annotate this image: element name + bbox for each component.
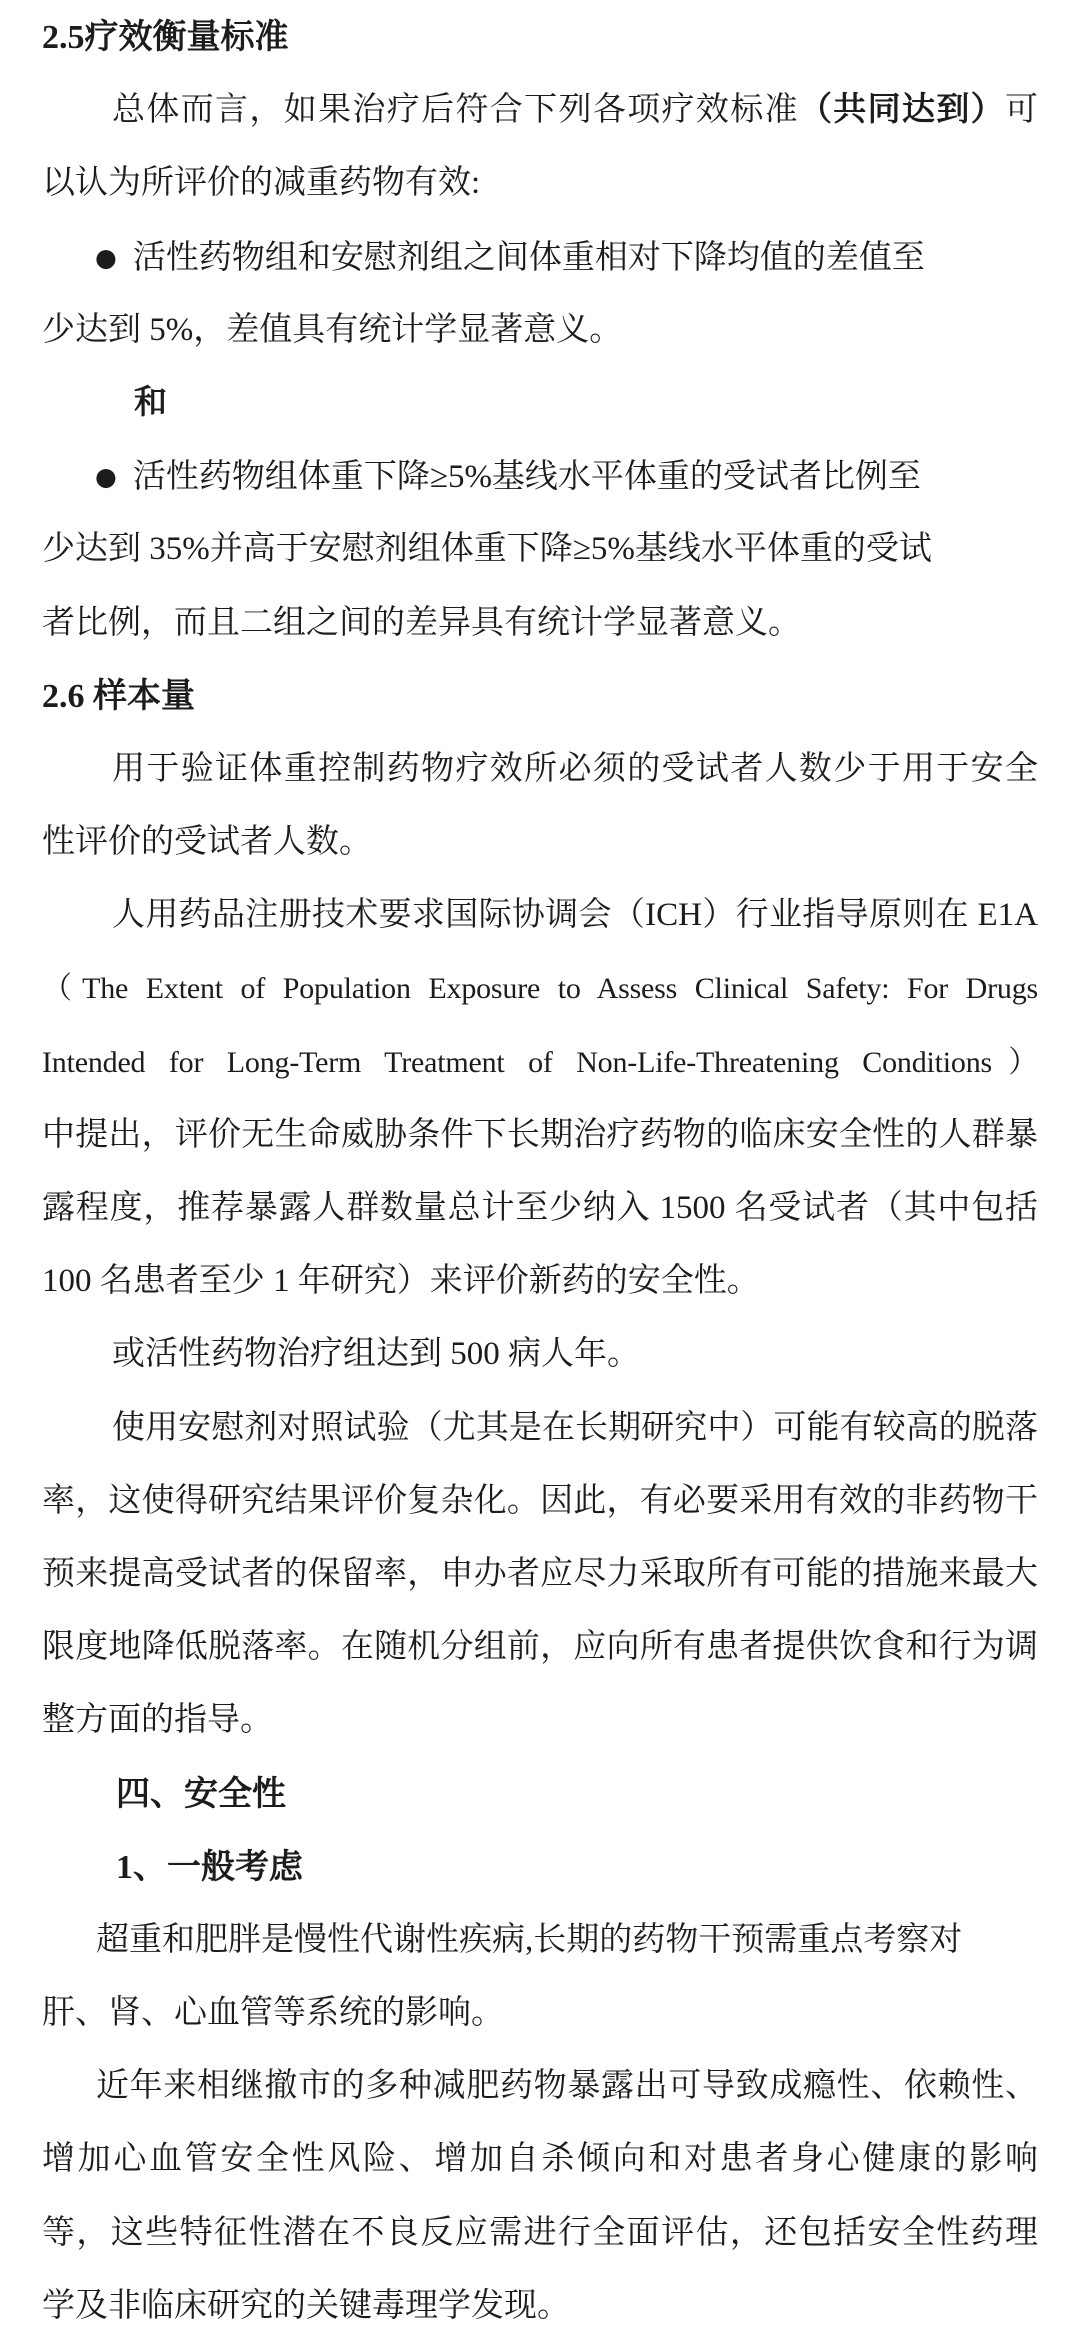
bold-text-run: 四、安全性 (116, 1775, 286, 1813)
bullet-icon: ● (95, 242, 117, 272)
bold-text-run: 2.6 样本量 (42, 677, 195, 715)
para-efficacy-intro-line-1 (42, 74, 1038, 147)
bold-text-run: 2.5疗效衡量标准 (42, 19, 289, 56)
para-general-line-1 (42, 1904, 1038, 1977)
bullet-item-2-line-1 (42, 440, 1038, 513)
bold-text-run: （共同达到） (798, 92, 1006, 129)
para-ich-line-4 (42, 1099, 1038, 1172)
connector-and (42, 367, 1038, 440)
text-run: 性评价的受试者人数。 (42, 824, 372, 861)
para-withdrawn-drugs-line-1 (42, 2050, 1038, 2123)
para-patient-years (42, 1318, 1038, 1391)
para-ich-line-6 (42, 1245, 1038, 1318)
bullet-icon: ● (95, 462, 117, 492)
text-run: 少达到 5%，差值具有统计学显著意义。 (42, 311, 623, 348)
para-ich-line-3-english (42, 1026, 1038, 1099)
bullet-item-2-line-3 (42, 587, 1038, 660)
text-run: 100 名患者至少 1 年研究）来评价新药的安全性。 (42, 1263, 760, 1300)
bullet-item-2-line-2 (42, 513, 1038, 586)
heading-2-6-sample-size (42, 660, 1038, 733)
text-run: 预来提高受试者的保留率，申办者应尽力采取所有可能的措施来最大 (42, 1555, 1038, 1592)
text-run: 超重和肥胖是慢性代谢性疾病,长期的药物干预需重点考察对 (96, 1921, 963, 1958)
para-general-line-2 (42, 1977, 1038, 2050)
text-run: 使用安慰剂对照试验（尤其是在长期研究中）可能有较高的脱落 (112, 1409, 1038, 1446)
heading-4-safety (42, 1758, 1038, 1831)
para-ich-line-5 (42, 1172, 1038, 1245)
text-run: 以认为所评价的减重药物有效: (42, 165, 481, 202)
para-placebo-line-2 (42, 1465, 1038, 1538)
para-placebo-line-3 (42, 1538, 1038, 1611)
text-run: 整方面的指导。 (42, 1702, 273, 1739)
text-run: 率，这使得研究结果评价复杂化。因此，有必要采用有效的非药物干 (42, 1482, 1038, 1519)
para-withdrawn-drugs-line-4 (42, 2270, 1038, 2343)
text-run: 增加心血管安全性风险、增加自杀倾向和对患者身心健康的影响 (42, 2141, 1038, 2178)
para-withdrawn-drugs-line-3 (42, 2197, 1038, 2270)
text-run: 学及非临床研究的关键毒理学发现。 (42, 2287, 570, 2324)
text-run: 活性药物组体重下降≥5%基线水平体重的受试者比例至 (132, 459, 921, 496)
para-placebo-line-4 (42, 1611, 1038, 1684)
para-placebo-line-5 (42, 1684, 1038, 1757)
text-run: 近年来相继撤市的多种减肥药物暴露出可导致成瘾性、依赖性、 (96, 2068, 1038, 2105)
para-placebo-line-1 (42, 1392, 1038, 1465)
bullet-item-1-line-1 (42, 221, 1038, 294)
text-run: 可 (1005, 92, 1039, 129)
para-ich-line-1 (42, 879, 1038, 952)
para-efficacy-intro-line-2 (42, 147, 1038, 220)
para-ich-line-2-english (42, 952, 1038, 1025)
text-run: 少达到 35%并高于安慰剂组体重下降≥5%基线水平体重的受试 (42, 531, 932, 568)
text-run: 者比例，而且二组之间的差异具有统计学显著意义。 (42, 604, 801, 641)
heading-2-5-efficacy-criteria (42, 1, 1038, 74)
text-run: 中提出，评价无生命威胁条件下长期治疗药物的临床安全性的人群暴 (42, 1116, 1038, 1153)
text-run: 露程度，推荐暴露人群数量总计至少纳入 1500 名受试者（其中包括 (42, 1190, 1038, 1226)
text-run: 活性药物组和安慰剂组之间体重相对下降均值的差值至 (132, 239, 925, 276)
text-run: 等，这些特征性潜在不良反应需进行全面评估，还包括安全性药理 (42, 2214, 1038, 2251)
bullet-item-1-line-2 (42, 294, 1038, 367)
para-sample-size-line-2 (42, 806, 1038, 879)
text-run: 人用药品注册技术要求国际协调会（ICH）行业指导原则在 E1A (112, 897, 1038, 934)
para-sample-size-line-1 (42, 733, 1038, 806)
text-run: Intended for Long-Term Treatment of Non-Life-Threatening Conditions） (42, 1045, 1038, 1079)
text-run: 或活性药物治疗组达到 500 病人年。 (112, 1336, 640, 1373)
heading-1-general-considerations (42, 1831, 1038, 1904)
bold-text-run: 1、一般考虑 (116, 1848, 303, 1886)
text-run: 用于验证体重控制药物疗效所必须的受试者人数少于用于安全 (112, 750, 1038, 787)
bold-text-run: 和 (134, 384, 167, 421)
text-run: （The Extent of Population Exposure to Assess Clinical Safety: For Drugs (42, 972, 1038, 1006)
text-run: 限度地降低脱落率。在随机分组前，应向所有患者提供饮食和行为调 (42, 1629, 1038, 1666)
text-run: 肝、肾、心血管等系统的影响。 (42, 1995, 504, 2032)
text-run: 总体而言，如果治疗后符合下列各项疗效标准 (112, 92, 799, 129)
para-withdrawn-drugs-line-2 (42, 2123, 1038, 2196)
